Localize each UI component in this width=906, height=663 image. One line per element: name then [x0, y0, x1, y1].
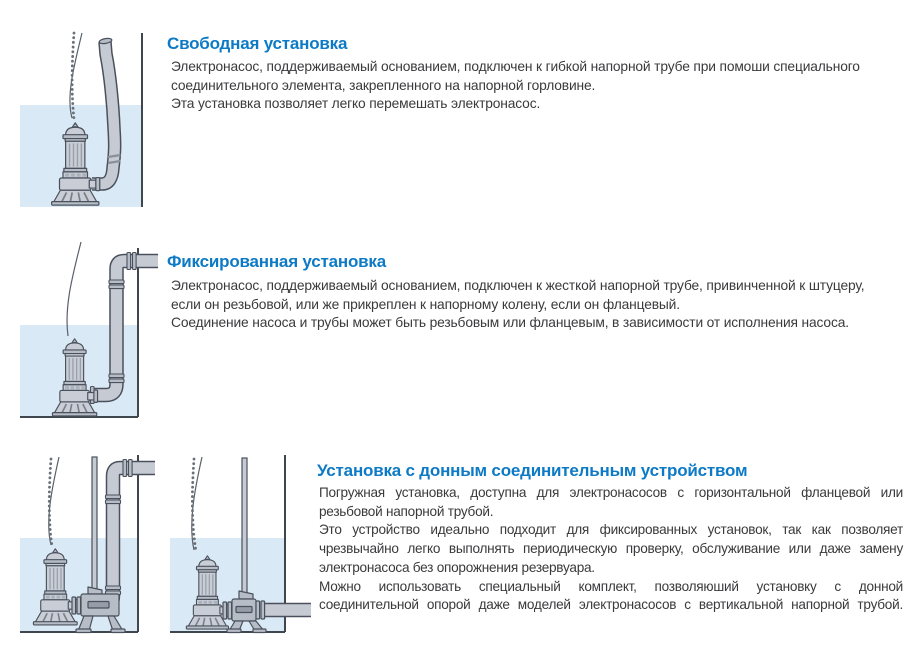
bottom-coupling-horizontal-pipe-diagram: [163, 443, 313, 655]
body-line: резьбовой напорной трубой.: [319, 503, 494, 519]
section-title-bottom-coupling: Установка с донным соединительным устройством: [317, 461, 748, 480]
body-line: Электронасос, поддерживаемый основанием, подключен к гибкой напорной трубе при помоши специального: [171, 59, 860, 74]
body-line: чрезвычайно легко выполнять периодическую проверку, обслуживание или даже замену: [319, 541, 903, 557]
body-line: Погружная установка, доступна для электронасосов с горизонтальной фланцевой или: [319, 485, 903, 500]
body-line: соединительной опорой даже моделей электронасосов с вертикальной напорной трубой.: [319, 597, 903, 613]
power-cable-icon: [67, 242, 81, 336]
body-line: Эта установка позволяет легко перемешать электронасос.: [171, 96, 541, 112]
section-body-free-installation: [171, 58, 860, 114]
fixed-installation-diagram: [18, 234, 160, 434]
guide-rail-icon: [92, 457, 97, 601]
section-body-bottom-coupling: [319, 484, 903, 615]
body-line: соединительного элемента, закрепленного на напорной горловине.: [171, 77, 596, 93]
power-cable-icon: [192, 457, 202, 550]
section-title-free-installation: Свободная установка: [167, 34, 348, 53]
body-line: Соединение насоса и трубы может быть резьбовым или фланцевым, в зависимости от исполнения насоса.: [171, 315, 849, 331]
guide-rail-icon: [242, 458, 247, 598]
free-installation-diagram: [18, 16, 148, 214]
section-title-fixed-installation: Фиксированная установка: [167, 252, 386, 271]
body-line: если он резьбовой, или же прикреплен к напорному колену, если он фланцевый.: [171, 296, 680, 312]
body-line: электронасоса без опорожнения резервуара.: [319, 559, 595, 575]
body-line: Это устройство идеально подходит для фиксированных установок, так как позволяет: [319, 522, 903, 538]
bottom-coupling-vertical-pipe-diagram: [15, 443, 159, 655]
lifting-chain-icon: [192, 459, 196, 551]
section-body-fixed-installation: [171, 277, 864, 333]
body-line: Можно использовать специальный комплект, позволяюший установку с донной: [319, 578, 903, 594]
body-line: Электронасос, поддерживаемый основанием, подключен к жесткой напорной трубе, привинченной к штуцеру,: [171, 278, 865, 293]
